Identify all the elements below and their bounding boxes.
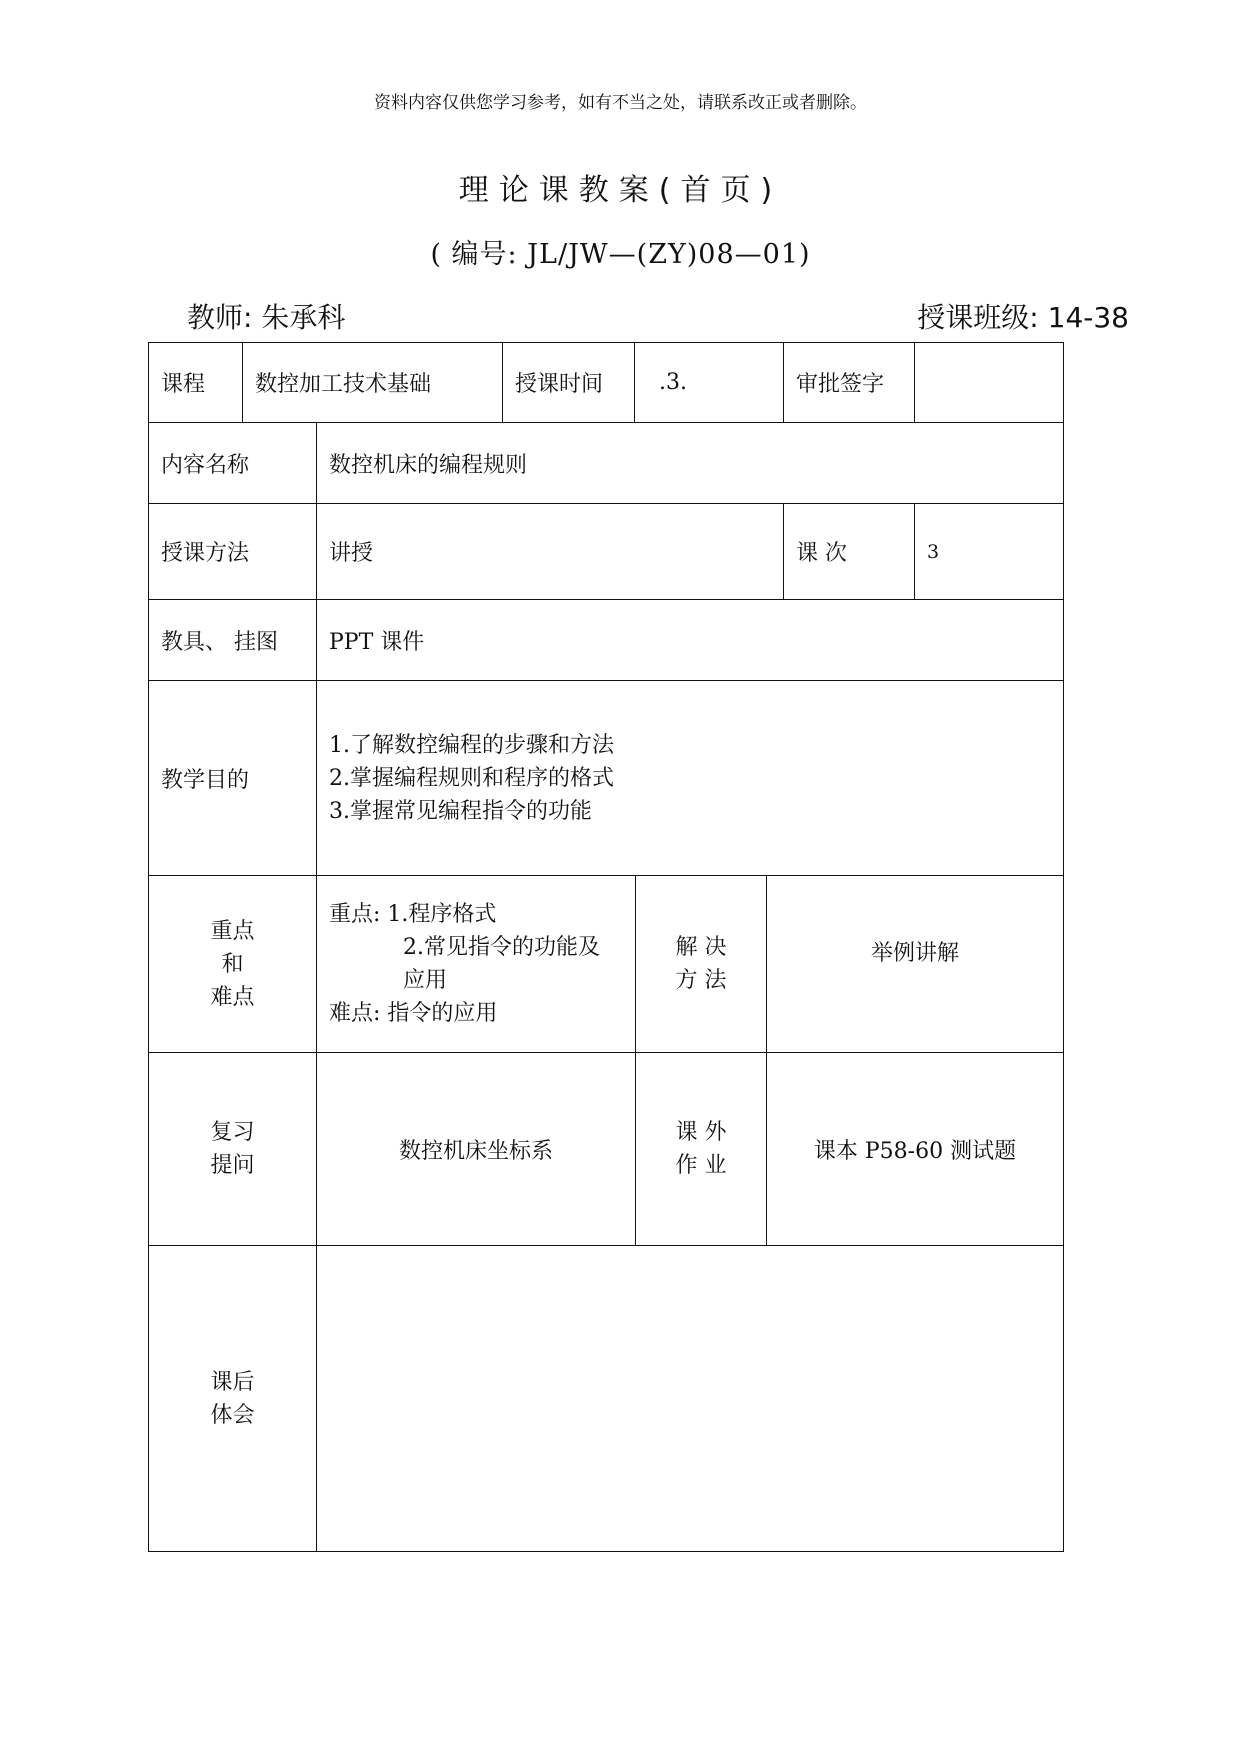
header-note: 资料内容仅供您学习参考，如有不当之处，请联系改正或者删除。 <box>374 93 867 113</box>
homework-label: 课 外 作 业 <box>635 1052 767 1246</box>
time-value: .3. <box>634 342 784 423</box>
method-value: 讲授 <box>316 503 784 600</box>
key-point-line: 重点: 1.程序格式 <box>329 902 497 927</box>
solve-value: 举例讲解 <box>766 875 1064 1053</box>
review-value: 数控机床坐标系 <box>316 1052 636 1246</box>
goal-item: 3.掌握常见编程指令的功能 <box>329 798 592 824</box>
key-point-line: 2.常见指令的功能及 <box>403 935 600 960</box>
session-value: 3 <box>914 503 1064 600</box>
tools-label: 教具、 挂图 <box>148 599 317 681</box>
solve-label: 解 决 方 法 <box>635 875 767 1053</box>
goal-item: 1.了解数控编程的步骤和方法 <box>329 732 614 758</box>
approve-label: 审批签字 <box>783 342 915 423</box>
key-point-line: 难点: 指令的应用 <box>329 1001 498 1026</box>
review-label: 复习 提问 <box>148 1052 317 1246</box>
tools-value: PPT 课件 <box>316 599 1064 681</box>
content-label: 内容名称 <box>148 422 317 504</box>
goal-list <box>316 680 1064 876</box>
reflect-value <box>316 1245 1064 1552</box>
session-label: 课 次 <box>783 503 915 600</box>
goal-label: 教学目的 <box>148 680 317 876</box>
course-value: 数控加工技术基础 <box>242 342 503 423</box>
page-title: 理论课教案(首页) <box>458 173 783 208</box>
approve-value <box>914 342 1064 423</box>
key-label: 重点 和 难点 <box>148 875 317 1053</box>
method-label: 授课方法 <box>148 503 317 600</box>
key-point-line: 应用 <box>403 968 448 993</box>
reflect-label: 课后 体会 <box>148 1245 317 1552</box>
key-points <box>316 875 636 1053</box>
document-code: ( 编号: JL/JW—(ZY)08—01) <box>430 239 811 270</box>
class-number: 授课班级: 14-38 <box>917 301 1129 334</box>
course-label: 课程 <box>148 342 243 423</box>
teacher-name: 教师: 朱承科 <box>187 301 346 334</box>
time-label: 授课时间 <box>502 342 635 423</box>
goal-item: 2.掌握编程规则和程序的格式 <box>329 765 614 791</box>
content-value: 数控机床的编程规则 <box>316 422 1064 504</box>
homework-value: 课本 P58-60 测试题 <box>766 1052 1064 1246</box>
